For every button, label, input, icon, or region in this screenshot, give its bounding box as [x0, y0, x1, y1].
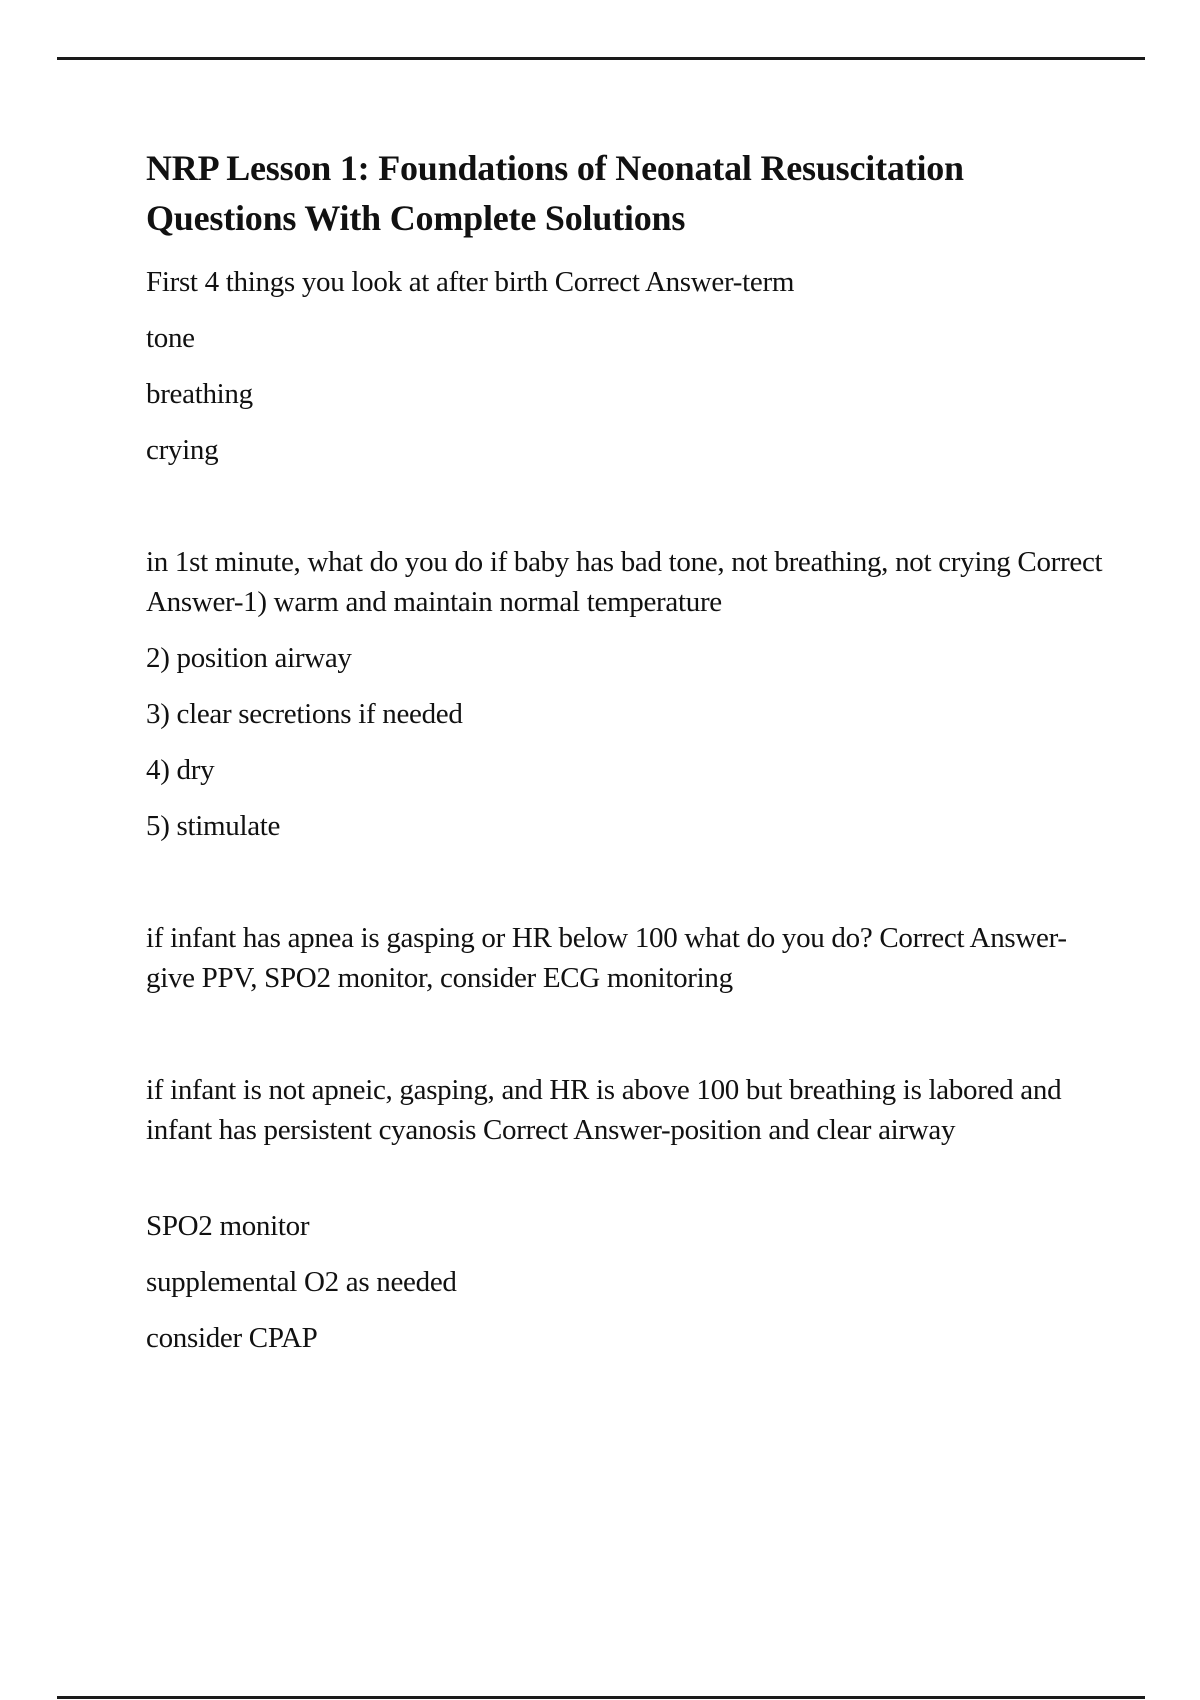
answer-2-line-1: 2) position airway [146, 642, 352, 674]
answer-4-line-3: consider CPAP [146, 1322, 318, 1354]
answer-1-line-2: breathing [146, 378, 253, 410]
answer-2-line-3: 4) dry [146, 754, 215, 786]
footer-rule [57, 1696, 1145, 1699]
answer-1-line-1: tone [146, 322, 195, 354]
question-1: First 4 things you look at after birth Correct Answer-term [146, 266, 795, 298]
header-rule [57, 57, 1145, 60]
answer-2-line-4: 5) stimulate [146, 810, 281, 842]
answer-1-line-3: crying [146, 434, 219, 466]
question-4: if infant is not apneic, gasping, and HR is above 100 but breathing is labored and infant has persistent cyanosis Correct Answer-position and clear airway [146, 1074, 1062, 1146]
answer-4-line-1: SPO2 monitor [146, 1210, 310, 1242]
question-2: in 1st minute, what do you do if baby has bad tone, not breathing, not crying Correct Answer-1) warm and maintain normal temperature [146, 546, 1103, 618]
answer-4-line-2: supplemental O2 as needed [146, 1266, 457, 1298]
document-title: NRP Lesson 1: Foundations of Neonatal Resuscitation Questions With Complete Solutions [146, 148, 964, 238]
question-3: if infant has apnea is gasping or HR below 100 what do you do? Correct Answer-give PPV, SPO2 monitor, consider ECG monitoring [146, 922, 1067, 994]
answer-2-line-2: 3) clear secretions if needed [146, 698, 463, 730]
